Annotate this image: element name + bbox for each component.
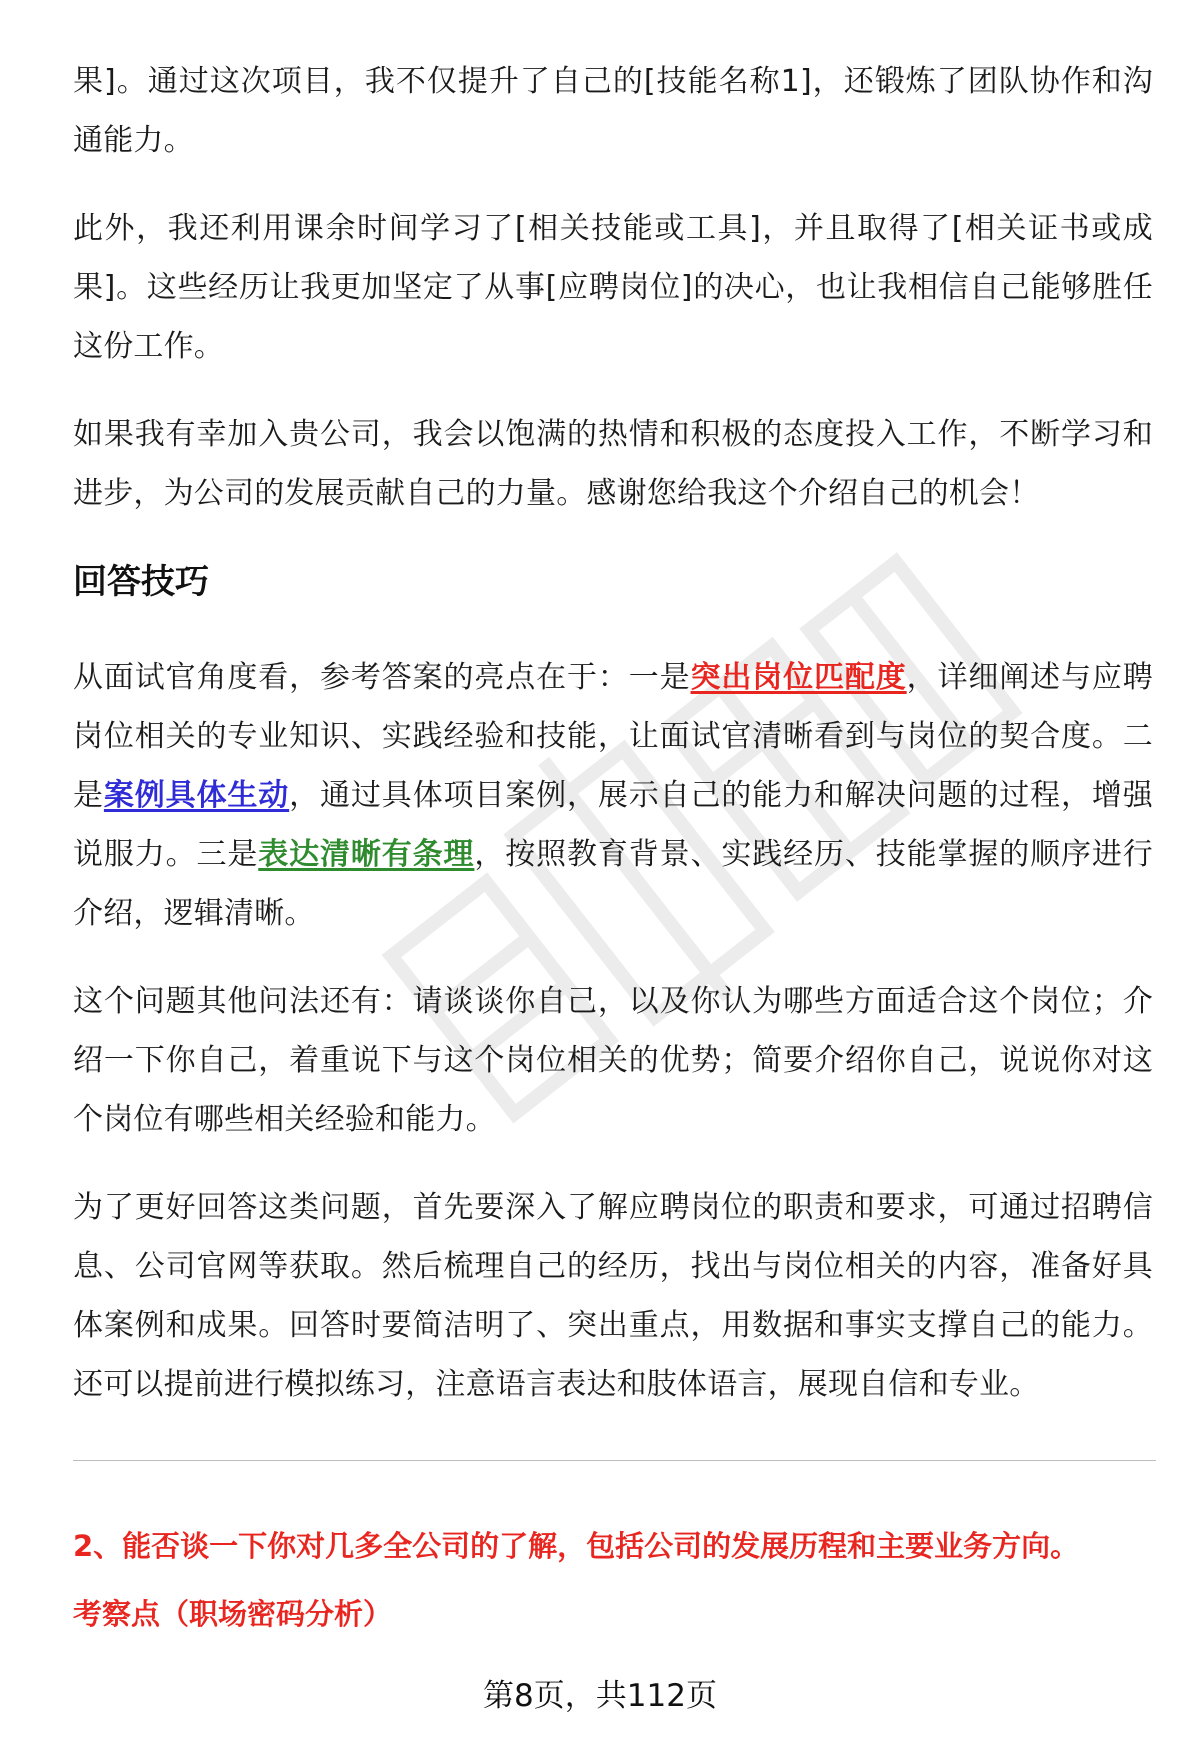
paragraph-extra-learning: 此外，我还利用课余时间学习了[相关技能或工具]，并且取得了[相关证书或成果]。这些经历让我更加坚定了从事[应聘岗位]的决心，也让我相信自己能够胜任这份工作。	[73, 211, 1153, 364]
highlight-clear-expression: 表达清晰有条理	[258, 837, 475, 872]
tips-text-b: ，详细阐述与应聘岗位相关的专业知识、实践经验和技能，让面试官清晰看到与岗位的契合度。二是	[73, 660, 1154, 813]
tips-text-a: 从面试官角度看，参考答案的亮点在于：一是	[73, 660, 691, 695]
document-body	[73, 52, 1153, 1443]
paragraph-alternative-questions: 这个问题其他问法还有：请谈谈你自己，以及你认为哪些方面适合这个岗位；介绍一下你自己，着重说下与这个岗位相关的优势；简要介绍你自己，说说你对这个岗位有哪些相关经验和能力。	[73, 984, 1153, 1137]
assessment-points-heading: 考察点（职场密码分析）	[73, 1597, 393, 1631]
section-title-answer-tips: 回答技巧	[73, 562, 209, 602]
paragraph-preparation-advice: 为了更好回答这类问题，首先要深入了解应聘岗位的职责和要求，可通过招聘信息、公司官网等获取。然后梳理自己的经历，找出与岗位相关的内容，准备好具体案例和成果。回答时要简洁明了、突出重点，用数据和事实支撑自己的能力。还可以提前进行模拟练习，注意语言表达和肢体语言，展现自信和专业。	[73, 1190, 1153, 1402]
highlight-specific-cases: 案例具体生动	[103, 778, 290, 813]
highlight-job-match: 突出岗位匹配度	[690, 660, 907, 695]
page-number-footer: 第8页，共112页	[483, 1678, 717, 1714]
tips-text-c: ，通过具体项目案例，展示自己的能力和解决问题的过程，增强说服力。三是	[73, 778, 1154, 872]
paragraph-project-summary: 果]。通过这次项目，我不仅提升了自己的[技能名称1]，还锻炼了团队协作和沟通能力。	[73, 64, 1153, 158]
next-question-heading: 2、能否谈一下你对几多全公司的了解，包括公司的发展历程和主要业务方向。	[73, 1529, 1080, 1563]
paragraph-closing: 如果我有幸加入贵公司，我会以饱满的热情和积极的态度投入工作，不断学习和进步，为公司的发展贡献自己的力量。感谢您给我这个介绍自己的机会！	[73, 417, 1153, 511]
tips-text-d: ，按照教育背景、实践经历、技能掌握的顺序进行介绍，逻辑清晰。	[73, 837, 1154, 931]
section-divider	[73, 1460, 1156, 1461]
paragraph-tips-highlights	[73, 648, 1153, 943]
